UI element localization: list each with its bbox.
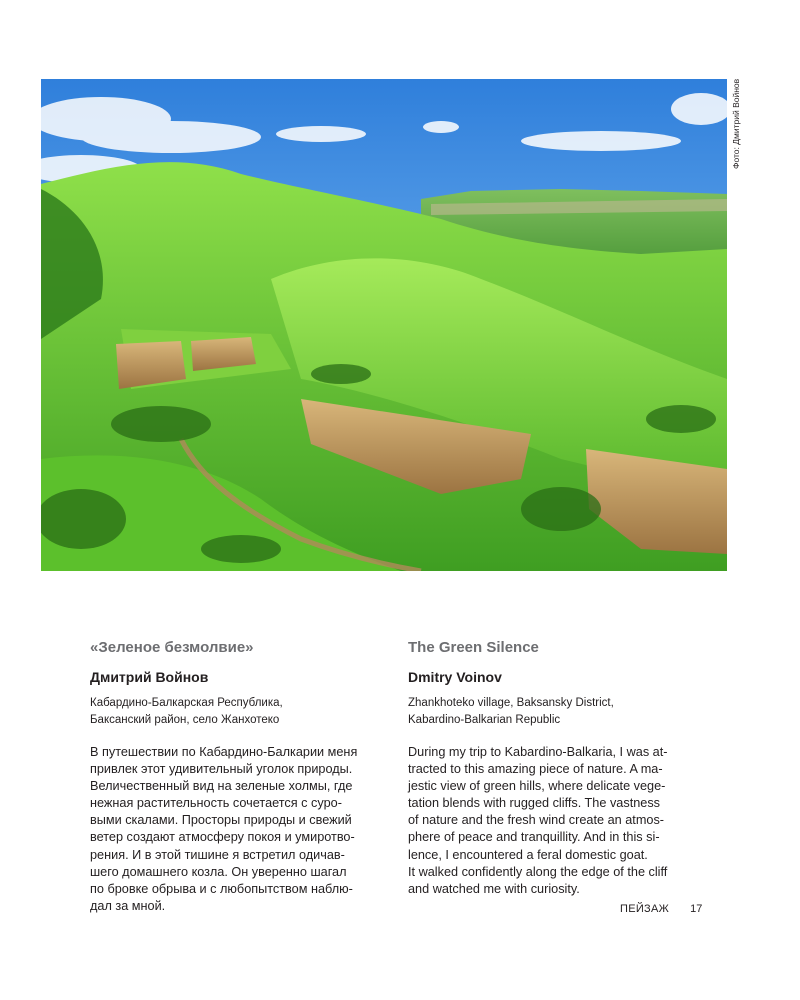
title-ru: «Зеленое безмолвие» (90, 639, 254, 656)
text-line: and watched me with curiosity. (408, 881, 580, 896)
location-line: Кабардино-Балкарская Республика, (90, 697, 283, 709)
text-line: выми скалами. Просторы природы и свежий (90, 813, 352, 828)
page-footer (620, 903, 702, 915)
russian-column (90, 638, 370, 915)
page-number: 17 (690, 903, 703, 915)
location-en (408, 695, 686, 729)
author-en: Dmitry Voinov (408, 669, 502, 685)
text-line: lence, I encountered a feral domestic goat. (408, 847, 648, 862)
text-line: phere of peace and tranquillity. And in this si- (408, 830, 660, 845)
description-ru (90, 744, 370, 915)
text-line: ветер создают атмосферу покоя и умиротво- (90, 830, 355, 845)
location-line: Баксанский район, село Жанхотеко (90, 714, 280, 726)
landscape-illustration (41, 79, 727, 571)
text-line: по бровке обрыва и с любопытством наблю- (90, 881, 353, 896)
text-line: tation blends with rugged cliffs. The vastness (408, 796, 661, 811)
text-line: tracted to this amazing piece of nature. A ma- (408, 762, 663, 777)
text-line: шего домашнего козла. Он уверенно шагал (90, 864, 347, 879)
photo-credit: Фото: Дмитрий Войнов (731, 79, 741, 170)
description-en (408, 744, 686, 898)
section-name: ПЕЙЗАЖ (620, 903, 670, 915)
text-line: дал за мной. (90, 898, 166, 913)
text-line: В путешествии по Кабардино-Балкарии меня (90, 745, 358, 759)
text-line: Величественный вид на зеленые холмы, где (90, 779, 353, 794)
location-line: Zhankhoteko village, Baksansky District, (408, 697, 614, 709)
english-column (408, 638, 686, 898)
author-ru: Дмитрий Войнов (90, 669, 209, 685)
text-line: рения. И в этой тишине я встретил одичав- (90, 847, 345, 862)
text-line: of nature and the fresh wind create an atmos- (408, 813, 665, 828)
title-en: The Green Silence (408, 639, 539, 656)
text-line: During my trip to Kabardino-Balkaria, I was at- (408, 745, 668, 759)
landscape-photo (41, 79, 727, 571)
text-line: нежная растительность сочетается с суро- (90, 796, 342, 811)
location-ru (90, 695, 370, 729)
text-line: привлек этот удивительный уголок природы. (90, 762, 353, 777)
text-line: jestic view of green hills, where delicate vege- (408, 779, 666, 794)
text-line: It walked confidently along the edge of the cliff (408, 864, 668, 879)
location-line: Kabardino-Balkarian Republic (408, 714, 561, 726)
